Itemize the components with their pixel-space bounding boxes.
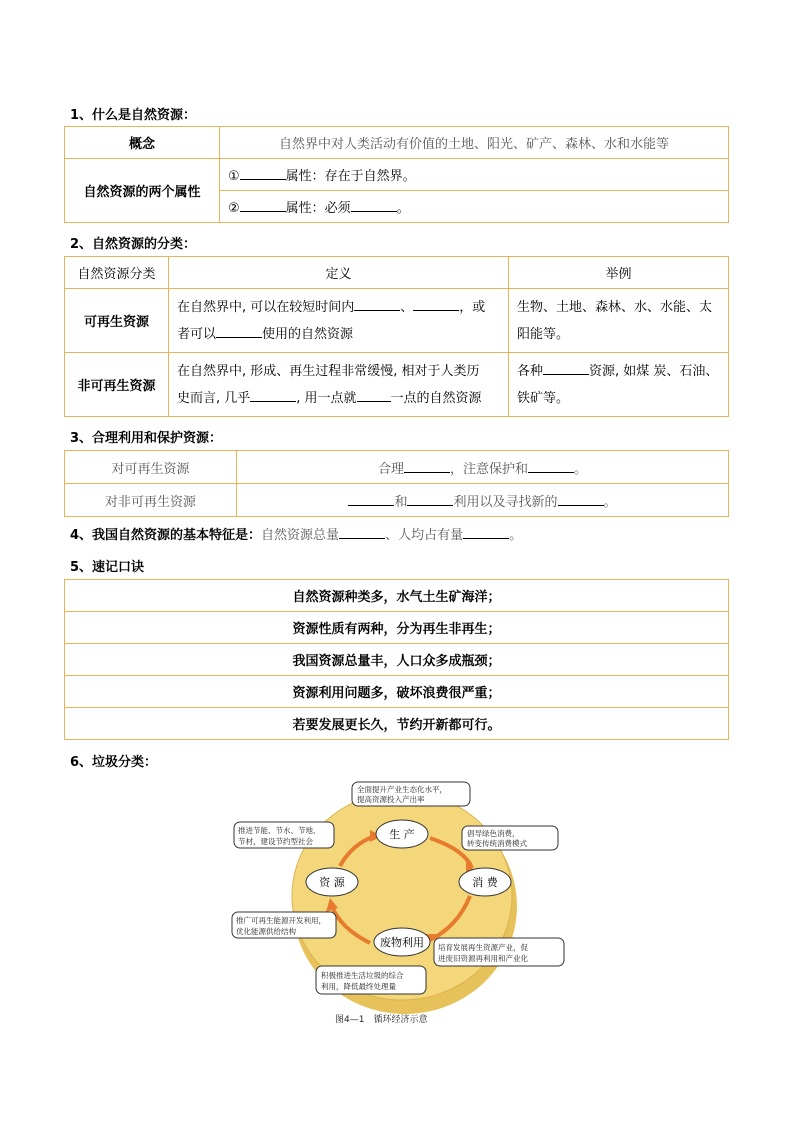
node-resource-label: 资 源 <box>319 876 345 889</box>
mnemonic-line: 自然资源种类多，水气土生矿海洋； <box>65 580 729 612</box>
note-bottom-line: 积极推进生活垃圾的综合 <box>321 971 404 980</box>
nonrenewable-definition: 在自然界中, 形成、再生过程非常缓慢, 相对于人类历 史而言, 几乎 , 用一点就 一点的自然资源 <box>169 353 509 417</box>
header-category: 自然资源分类 <box>65 257 169 289</box>
mnemonic-table <box>64 579 729 740</box>
section-6-title: 6、垃圾分类： <box>70 755 158 770</box>
note-rightbot-line: 培育发展再生资源产业，促 <box>438 943 528 952</box>
note-leftbot-line: 推广可再生能源开发利用， <box>236 916 326 925</box>
note-top-line: 全面提升产业生态化水平， <box>357 785 447 794</box>
note-left-line: 推进节能、节水、节地、 <box>238 826 321 835</box>
attribute-2: ② 属性：必须 。 <box>220 191 729 223</box>
mnemonic-line: 我国资源总量丰，人口众多成瓶颈； <box>65 644 729 676</box>
section-2-title: 2、自然资源的分类： <box>70 237 197 252</box>
section-3-title: 3、合理利用和保护资源： <box>70 431 223 446</box>
section-4-title: 4、我国自然资源的基本特征是： <box>70 528 262 543</box>
mnemonic-line: 若要发展更长久，节约开新都可行。 <box>65 708 729 740</box>
section-1-title: 1、什么是自然资源： <box>70 108 197 123</box>
note-top-line: 提高资源投入产出率 <box>357 795 425 804</box>
concept-text: 自然界中对人类活动有价值的土地、阳光、矿产、森林、水和水能等 <box>220 127 729 159</box>
attribute-1: ① 属性：存在于自然界。 <box>220 159 729 191</box>
renewable-use-text: 合理 ，注意保护和 。 <box>237 451 729 484</box>
renewable-example: 生物、土地、森林、水、水能、太 阳能等。 <box>509 289 729 353</box>
circular-economy-diagram <box>230 778 570 1028</box>
diagram-caption: 图4—1 循环经济示意 <box>335 1015 428 1025</box>
header-definition: 定义 <box>169 257 509 289</box>
mnemonic-line: 资源利用问题多，破坏浪费很严重； <box>65 676 729 708</box>
section-4 <box>70 524 522 543</box>
renewable-label: 可再生资源 <box>65 289 169 353</box>
renewable-use-label: 对可再生资源 <box>65 451 237 484</box>
attributes-label: 自然资源的两个属性 <box>65 159 220 223</box>
section-5-title: 5、速记口诀 <box>70 560 145 575</box>
node-consumption-label: 消 费 <box>472 876 498 889</box>
mnemonic-line: 资源性质有两种，分为再生非再生； <box>65 612 729 644</box>
note-rightbot-line: 进废旧资源再利用和产业化 <box>438 954 528 963</box>
nonrenewable-use-text: 和 利用以及寻找新的 。 <box>237 484 729 517</box>
note-right-line: 倡导绿色消费， <box>467 829 520 838</box>
resource-definition-table <box>64 126 729 223</box>
nonrenewable-use-label: 对非可再生资源 <box>65 484 237 517</box>
note-left-line: 节材，建设节约型社会 <box>238 837 313 846</box>
note-bottom-line: 利用，降低最终处理量 <box>321 982 396 991</box>
renewable-definition: 在自然界中, 可以在较短时间内 、 ，或 者可以 使用的自然资源 <box>169 289 509 353</box>
concept-label: 概念 <box>65 127 220 159</box>
nonrenewable-example: 各种 资源, 如煤 炭、石油、 铁矿等。 <box>509 353 729 417</box>
note-right-line: 转变传统消费模式 <box>467 839 527 848</box>
header-example: 举例 <box>509 257 729 289</box>
note-leftbot-line: 优化能源供给结构 <box>236 927 296 936</box>
protection-table <box>64 450 729 517</box>
nonrenewable-label: 非可再生资源 <box>65 353 169 417</box>
node-waste-label: 废物利用 <box>380 936 424 949</box>
classification-table <box>64 256 729 417</box>
section-4-text: 自然资源总量 、人均占有量 。 <box>261 528 523 543</box>
node-production-label: 生 产 <box>389 828 415 841</box>
